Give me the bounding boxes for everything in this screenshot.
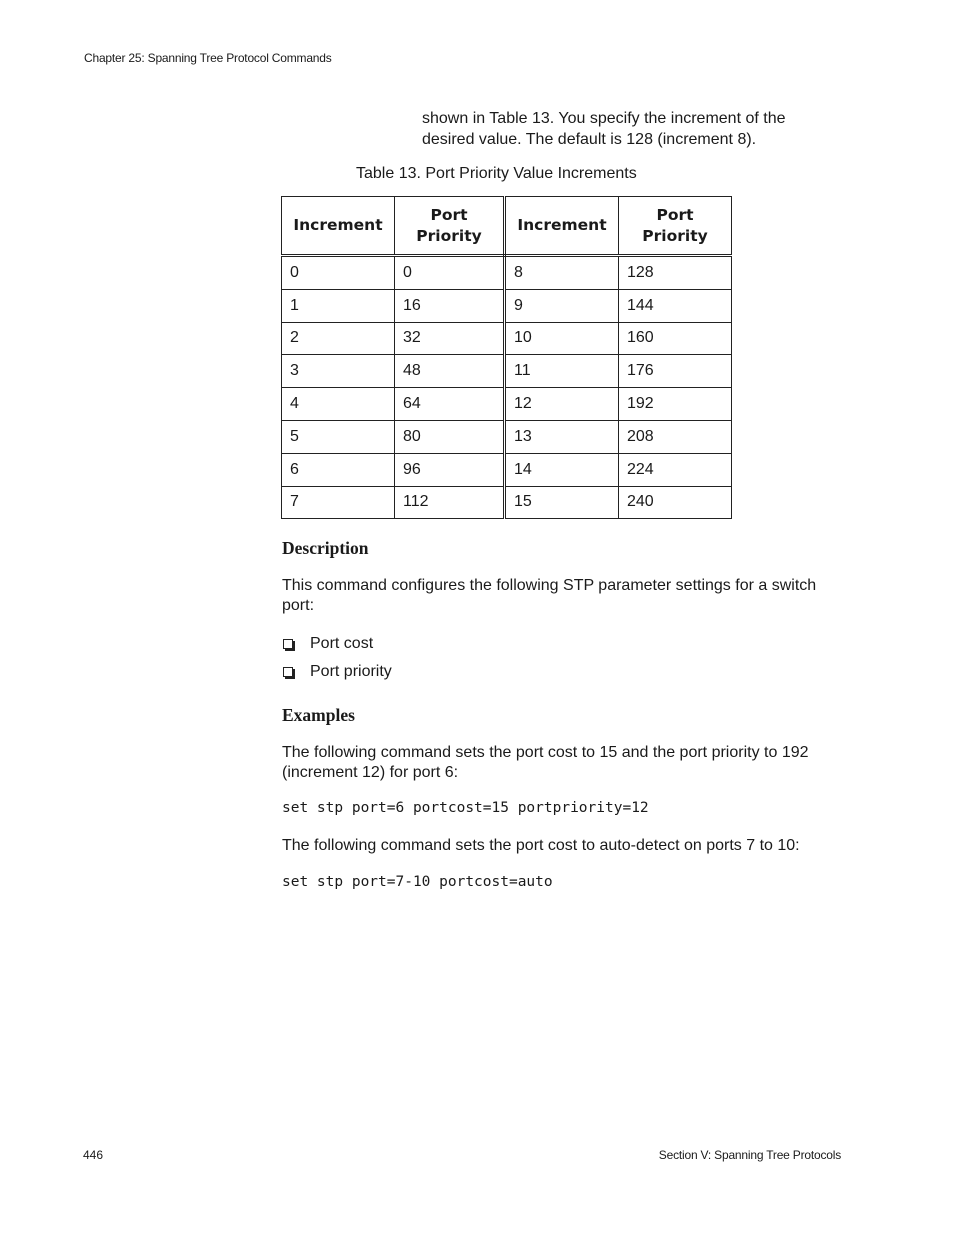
running-header: Chapter 25: Spanning Tree Protocol Commands <box>84 51 332 65</box>
table-cell: 6 <box>282 453 395 486</box>
table-cell: 112 <box>395 486 505 519</box>
table-cell: 7 <box>282 486 395 519</box>
bullet-label: Port priority <box>310 663 392 680</box>
bullet-item-port-cost <box>282 635 373 653</box>
table-cell: 48 <box>395 355 505 388</box>
table-cell: 0 <box>282 256 395 290</box>
table-cell: 1 <box>282 289 395 322</box>
table-cell: 11 <box>505 355 619 388</box>
table-cell: 2 <box>282 322 395 355</box>
table-cell: 10 <box>505 322 619 355</box>
table-cell: 16 <box>395 289 505 322</box>
header-port-priority-1: Port Priority <box>395 197 505 256</box>
table-cell: 13 <box>505 420 619 453</box>
checkbox-bullet-icon <box>283 639 293 649</box>
table-cell: 12 <box>505 388 619 421</box>
table-cell: 3 <box>282 355 395 388</box>
table-caption: Table 13. Port Priority Value Increments <box>356 165 637 182</box>
table-cell: 15 <box>505 486 619 519</box>
table-cell: 0 <box>395 256 505 290</box>
table-cell: 4 <box>282 388 395 421</box>
table-cell: 128 <box>619 256 732 290</box>
header-increment-2: Increment <box>505 197 619 256</box>
port-priority-table <box>281 196 732 519</box>
page-number: 446 <box>83 1148 104 1162</box>
header-port-priority-2: Port Priority <box>619 197 732 256</box>
table-cell: 64 <box>395 388 505 421</box>
table-row <box>282 486 732 519</box>
table-header-row <box>282 197 732 256</box>
table-row <box>282 256 732 290</box>
table-cell: 80 <box>395 420 505 453</box>
header-increment-1: Increment <box>282 197 395 256</box>
table-row <box>282 420 732 453</box>
bullet-item-port-priority <box>282 663 392 681</box>
table-cell: 5 <box>282 420 395 453</box>
table-cell: 96 <box>395 453 505 486</box>
table-cell: 240 <box>619 486 732 519</box>
bullet-label: Port cost <box>310 635 374 652</box>
code-example-2: set stp port=7-10 portcost=auto <box>282 874 553 890</box>
table-cell: 192 <box>619 388 732 421</box>
table-cell: 14 <box>505 453 619 486</box>
table-cell: 208 <box>619 420 732 453</box>
table-row <box>282 388 732 421</box>
description-text: This command configures the following STP parameter settings for a switch port: <box>282 577 817 614</box>
table-cell: 32 <box>395 322 505 355</box>
checkbox-bullet-icon <box>283 667 293 677</box>
code-example-1: set stp port=6 portcost=15 portpriority=12 <box>282 800 649 816</box>
description-heading: Description <box>282 538 369 558</box>
example-text-2: The following command sets the port cost to auto-detect on ports 7 to 10: <box>282 837 800 854</box>
examples-heading: Examples <box>282 705 355 725</box>
table-cell: 224 <box>619 453 732 486</box>
table-row <box>282 289 732 322</box>
example-text-1: The following command sets the port cost to 15 and the port priority to 192 (increment 12) for port 6: <box>282 744 809 781</box>
table-cell: 9 <box>505 289 619 322</box>
section-footer: Section V: Spanning Tree Protocols <box>658 1148 841 1162</box>
table-cell: 8 <box>505 256 619 290</box>
table-row <box>282 355 732 388</box>
table-cell: 144 <box>619 289 732 322</box>
table-row <box>282 453 732 486</box>
table-cell: 176 <box>619 355 732 388</box>
intro-text: shown in Table 13. You specify the increment of the desired value. The default is 128 (increment 8). <box>422 110 786 148</box>
table-row <box>282 322 732 355</box>
table-cell: 160 <box>619 322 732 355</box>
